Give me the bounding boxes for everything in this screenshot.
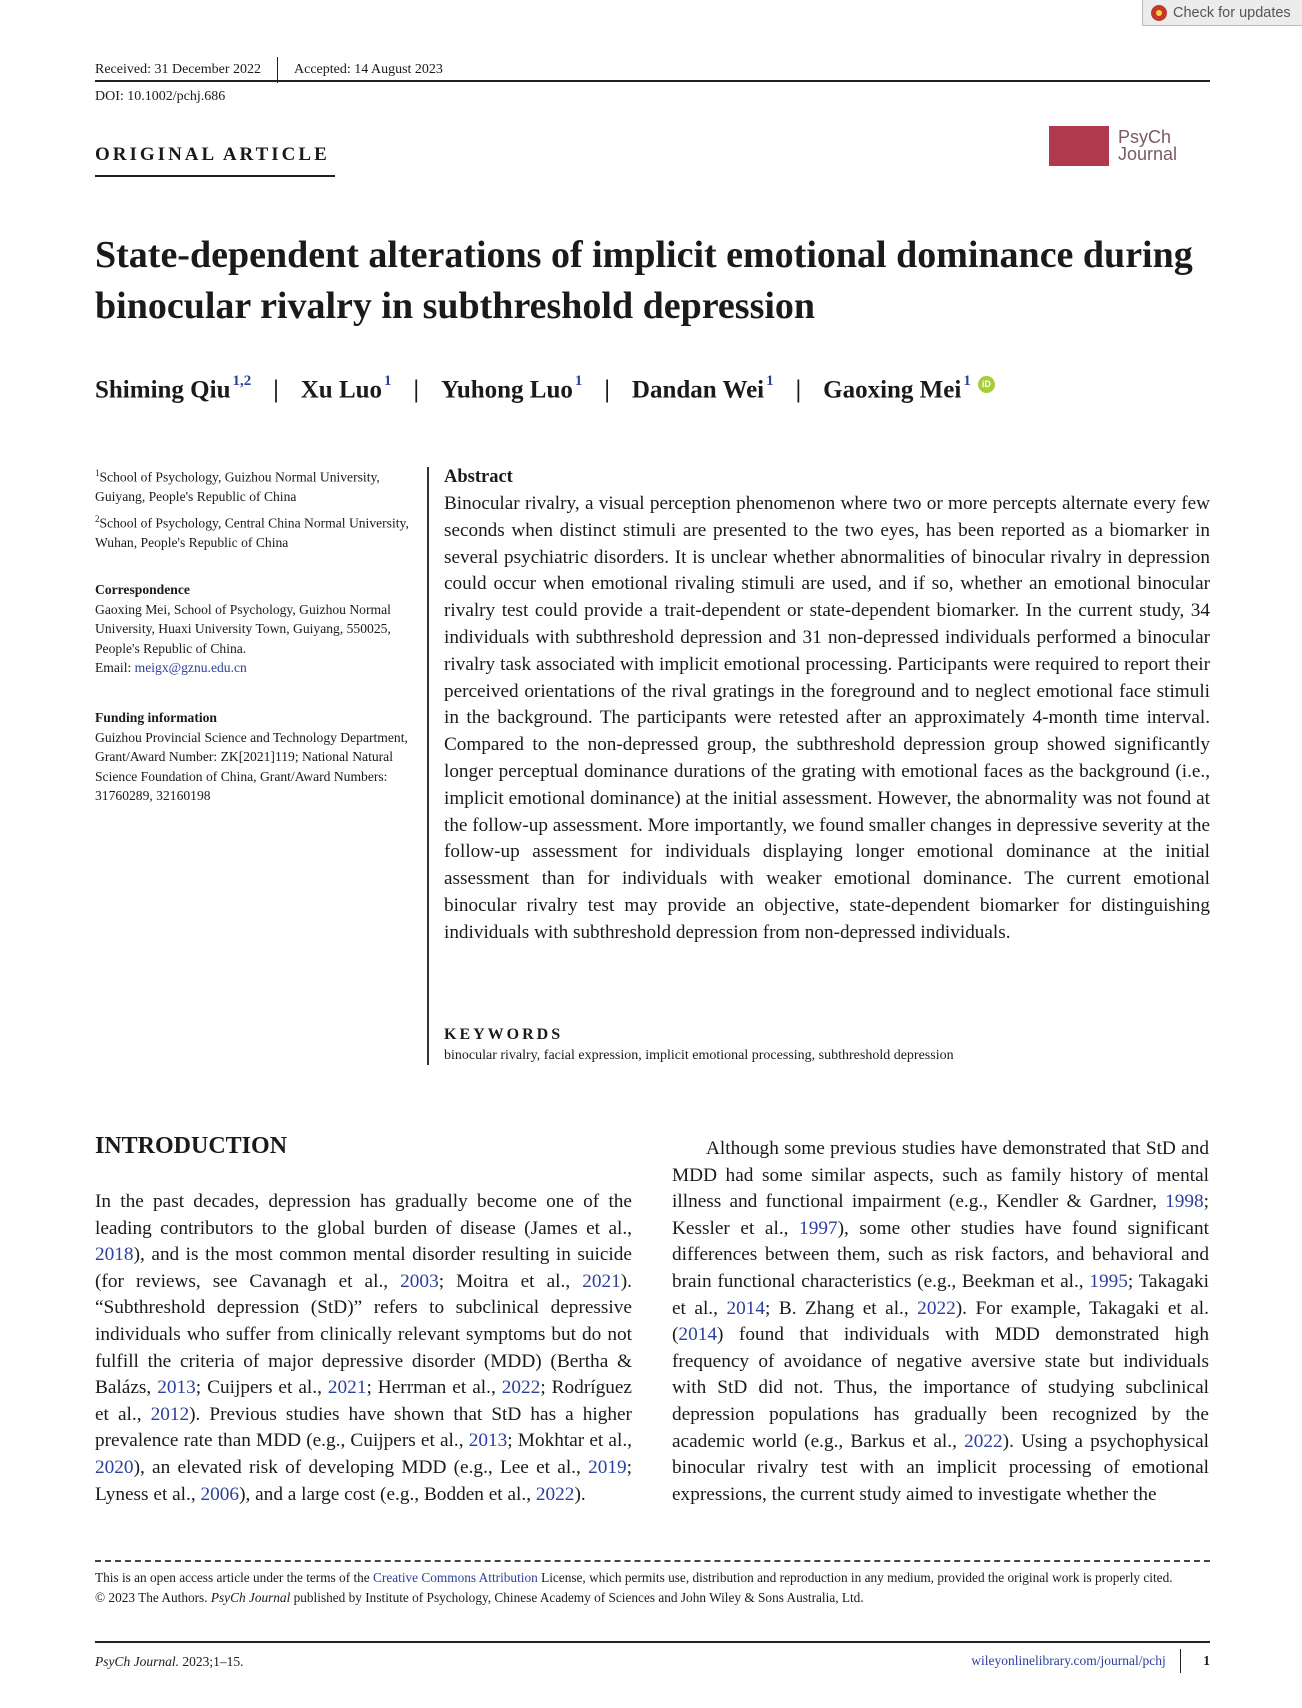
footer-rule <box>95 1641 1210 1643</box>
correspondence-heading: Correspondence <box>95 582 190 597</box>
cc-license-link[interactable]: Creative Commons Attribution <box>373 1570 538 1585</box>
citation-link[interactable]: 2020 <box>95 1456 134 1478</box>
author[interactable]: Yuhong Luo $^1$ <box>441 373 583 404</box>
accepted-date: Accepted: 14 August 2023 <box>294 62 443 77</box>
citation-link[interactable]: 2019 <box>588 1456 627 1478</box>
logo-block <box>1049 126 1109 166</box>
abstract-rule <box>427 467 429 1065</box>
author[interactable]: Gaoxing Mei $^1$ <box>823 373 971 404</box>
correspondence: Correspondence Gaoxing Mei, School of Psychology, Guizhou Normal University, Huaxi University Town, Guiyang, 550025, People's Republic of China. Email: meigx@gznu.edu.cn <box>95 580 415 678</box>
intro-text-segment: ), an elevated risk of developing MDD (e.g., Lee et al., <box>133 1456 589 1478</box>
intro-text-segment: ; Herrman et al., <box>366 1377 502 1399</box>
footnote-rule <box>95 1560 1210 1562</box>
intro-text-segment: ; B. Zhang et al., <box>765 1297 918 1319</box>
footer-right <box>971 1649 1210 1673</box>
citation-link[interactable]: 2022 <box>917 1297 956 1319</box>
intro-text-segment: ; Lyness et al., <box>95 1456 632 1505</box>
citation-link[interactable]: 2013 <box>157 1377 196 1399</box>
orcid-icon[interactable]: iD <box>978 376 995 393</box>
intro-text-segment: ; Cuijpers et al., <box>195 1377 328 1399</box>
intro-paragraph-right <box>672 1136 1209 1508</box>
citation-link[interactable]: 1995 <box>1089 1270 1128 1292</box>
citation-link[interactable]: 2022 <box>501 1377 541 1399</box>
citation-link[interactable]: 2014 <box>726 1297 765 1319</box>
intro-text-segment: ). <box>574 1483 586 1505</box>
paper-title: State-dependent alterations of implicit emotional dominance during binocular rivalry in subthreshold depression <box>95 234 1193 327</box>
citation-link[interactable]: 2012 <box>150 1403 190 1425</box>
intro-text-segment: ; Takagaki et al., <box>672 1270 1209 1319</box>
email-link[interactable]: meigx@gznu.edu.cn <box>134 660 247 675</box>
intro-text-segment: ; Kessler et al., <box>672 1191 1209 1239</box>
abstract-text: Binocular rivalry, a visual perception phenomenon where two or more percepts alternate every few seconds when distinct stimuli are presented to the two eyes, has been reported as a biomarker in several psychiatric disorders. It is unclear whether abnormalities of binocular rivalry in depression could occur when emotional rivaling stimuli are used, and if so, whether an emotional binocular rivalry test could provide a trait-dependent or state-dependent biomarker. In the current study, 34 individuals with subthreshold depression and 31 non-depressed individuals performed a binocular rivalry task associated with implicit emotional processing. Participants were required to report their perceived orientations of the rival gratings in the foreground and to neglect emotional face stimuli in the background. The participants were retested after an approximately 4-month time interval. Compared to the non-depressed group, the subthreshold depression group showed significantly longer perceptual dominance durations of the grating with emotional faces as the background (i.e., implicit emotional dominance) at the initial assessment. However, the abnormality was not found at the follow-up assessment. More importantly, we found smaller changes in depressive severity at the follow-up assessment for individuals displaying longer emotional dominance at the initial assessment than for individuals with weaker emotional dominance. The current emotional binocular rivalry test may provide an objective, state-dependent biomarker for distinguishing individuals with subthreshold depression from non-depressed individuals. <box>444 493 1210 943</box>
doi: DOI: 10.1002/pchj.686 <box>95 89 226 104</box>
author-separator: | <box>413 376 420 404</box>
intro-text-segment: ), and a large cost (e.g., Bodden et al., <box>239 1483 536 1505</box>
citation-link[interactable]: 2022 <box>964 1430 1003 1452</box>
author-list <box>95 373 995 404</box>
intro-text-segment: ), some other studies have found significant differences between them, such as risk factors, and behavioral and brain functional characteristics (e.g., Beekman et al., <box>672 1217 1209 1292</box>
journal-citation: PsyCh Journal. 2023;1–15. <box>95 1654 244 1669</box>
citation-link[interactable]: 2022 <box>535 1483 575 1505</box>
citation-link[interactable]: 2006 <box>200 1483 240 1505</box>
journal-logo <box>1049 126 1211 168</box>
author-separator: | <box>795 376 802 404</box>
citation-link[interactable]: 1997 <box>799 1217 838 1239</box>
keywords-text: binocular rivalry, facial expression, implicit emotional processing, subthreshold depression <box>444 1048 954 1063</box>
intro-text-segment: ; Mokhtar et al., <box>507 1430 632 1452</box>
funding-heading: Funding information <box>95 710 217 725</box>
intro-text-segment: ; Rodríguez et al., <box>95 1377 632 1425</box>
article-type: ORIGINAL ARTICLE <box>95 144 330 165</box>
author[interactable]: Dandan Wei $^1$ <box>631 373 774 404</box>
citation-link[interactable]: 2003 <box>400 1270 439 1292</box>
citation-link[interactable]: 2021 <box>582 1270 621 1292</box>
intro-text-segment: ). “Subthreshold depression (StD)” refers to subclinical depressive individuals who suffer from clinically relevant symptoms but do not fulfill the criteria of major depressive disorder (MDD) (Bertha & Balázs, <box>95 1270 632 1399</box>
citation-link[interactable]: 1998 <box>1165 1191 1204 1213</box>
citation-link[interactable]: 2014 <box>678 1324 717 1346</box>
intro-text-segment: ) found that individuals with MDD demonstrated high frequency of avoidance of negative aversive state but individuals with StD did not. Thus, the importance of studying subclinical depression populations has gradually been recognized by the academic world (e.g., Barkus et al., <box>672 1324 1209 1452</box>
header-rule <box>95 80 1210 82</box>
correspondence-text: Gaoxing Mei, School of Psychology, Guizhou Normal University, Huaxi University Town, Guiyang, 550025, People's Republic of China. <box>95 601 391 656</box>
abstract-heading: Abstract <box>444 467 513 487</box>
author[interactable]: Shiming Qiu $^{1,2}$ <box>95 373 252 404</box>
page-number: 1 <box>1203 1653 1210 1668</box>
logo-text <box>1118 126 1177 168</box>
intro-text-segment: ). Previous studies have shown that StD has a higher prevalence rate than MDD (e.g., Cuijpers et al., <box>95 1403 632 1452</box>
intro-text-segment: In the past decades, depression has gradually become one of the leading contributors to the global burden of disease (James et al., <box>95 1191 632 1239</box>
received-date: Received: 31 December 2022 <box>95 62 261 77</box>
intro-paragraph-left <box>95 1189 632 1508</box>
journal-url-link[interactable]: wileyonlinelibrary.com/journal/pchj <box>971 1653 1166 1668</box>
affiliation-2: $^2$School of Psychology, Central China Normal University, Wuhan, People's Republic of China <box>95 514 409 551</box>
intro-text-segment: ), and is the most common mental disorder resulting in suicide (for reviews, see Cavanagh et al., <box>95 1244 632 1292</box>
article-type-underline <box>95 175 335 177</box>
citation-link[interactable]: 2018 <box>95 1244 134 1266</box>
author-separator: | <box>604 376 610 404</box>
intro-text-segment: ). For example, Takagaki et al. ( <box>672 1297 1209 1346</box>
author[interactable]: Xu Luo $^1$ <box>300 373 392 404</box>
funding-text: Guizhou Provincial Science and Technology Department, Grant/Award Number: ZK[2021]119; National Natural Science Foundation of China, Grant/Award Numbers: 31760289, 32160198 <box>95 729 408 803</box>
author-separator: | <box>273 376 279 404</box>
citation-link[interactable]: 2021 <box>327 1377 367 1399</box>
crossmark-icon <box>1151 5 1167 21</box>
intro-text-segment: Although some previous studies have demonstrated that StD and MDD had some similar aspects, such as family history of mental illness and functional impairment (e.g., Kendler & Gardner, <box>672 1138 1209 1213</box>
intro-text-segment: ; Moitra et al., <box>438 1270 583 1292</box>
funding <box>95 708 415 806</box>
logo-line-2: Journal <box>1118 144 1178 164</box>
license-note: This is an open access article under the terms of the Creative Commons Attribution License, which permits use, distribution and reproduction in any medium, provided the original work is properly cited. © 2023 The Authors. PsyCh Journal published by Institute of Psychology, Chinese Academy of Sciences and John Wiley & Sons Australia, Ltd. <box>95 1570 1173 1605</box>
divider <box>1180 1649 1182 1673</box>
logo-line-1: PsyCh <box>1118 127 1172 147</box>
check-for-updates-label: Check for updates <box>1173 4 1291 21</box>
intro-text-segment: ). Using a psychophysical binocular rivalry test with an implicit processing of emotional expressions, the current study aimed to investigate whether the <box>672 1430 1209 1505</box>
citation-link[interactable]: 2013 <box>468 1430 508 1452</box>
keywords-heading: KEYWORDS <box>444 1026 564 1043</box>
affiliation-1: $^1$School of Psychology, Guizhou Normal University, Guiyang, People's Republic of China <box>95 468 380 505</box>
introduction-heading: INTRODUCTION <box>95 1133 288 1159</box>
check-for-updates-badge[interactable] <box>1142 0 1302 26</box>
